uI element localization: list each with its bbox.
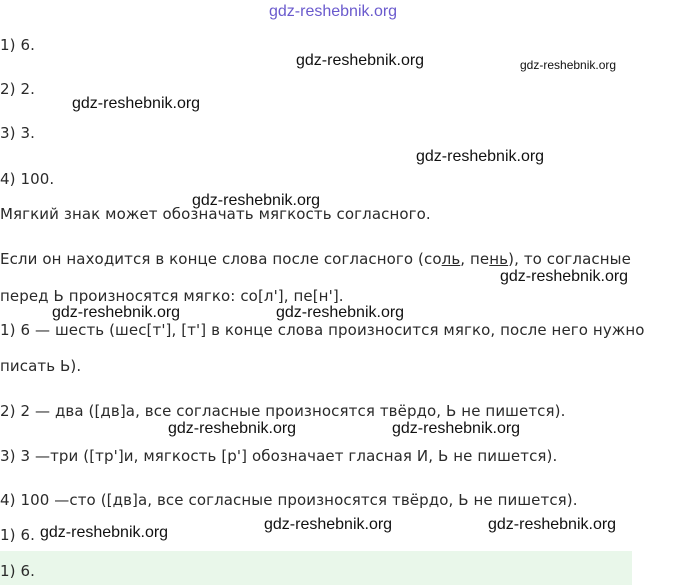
underlined-ending: нь: [489, 250, 509, 268]
watermark: gdz-reshebnik.org: [296, 52, 425, 69]
watermark-small: gdz-reshebnik.org: [520, 58, 617, 72]
watermark: gdz-reshebnik.org: [264, 516, 393, 533]
final-answer-line: 1) 6.: [0, 526, 35, 544]
explanation-line-1: Мягкий знак может обозначать мягкость согласного.: [0, 205, 431, 223]
answer-line-1: 1) 6.: [0, 36, 35, 54]
watermark: gdz-reshebnik.org: [488, 516, 617, 533]
explanation-line-7: 3) 3 —три ([тр']и, мягкость [р'] обозначает гласная И, Ь не пишется).: [0, 447, 558, 465]
explanation-text: Если он находится в конце слова после согласного (со: [0, 250, 442, 268]
watermark: gdz-reshebnik.org: [392, 420, 521, 437]
explanation-text: ), то согласные: [508, 250, 631, 268]
answer-line-4: 4) 100.: [0, 170, 55, 188]
underlined-ending: ль: [441, 250, 461, 268]
watermark: gdz-reshebnik.org: [168, 420, 297, 437]
explanation-line-6: 2) 2 — два ([дв]а, все согласные произносятся твёрдо, Ь не пишется).: [0, 402, 566, 420]
watermark: gdz-reshebnik.org: [276, 304, 405, 321]
explanation-text: , пе: [460, 250, 490, 268]
watermark: gdz-reshebnik.org: [192, 192, 321, 209]
watermark: gdz-reshebnik.org: [52, 304, 181, 321]
watermark: gdz-reshebnik.org: [416, 148, 545, 165]
watermark: gdz-reshebnik.org: [40, 524, 169, 541]
top-watermark: gdz-reshebnik.org: [269, 3, 398, 20]
watermark: gdz-reshebnik.org: [72, 95, 201, 112]
answer-highlight-box: [0, 551, 632, 585]
explanation-line-4: 1) 6 — шесть (шес[т'], [т'] в конце слова произносится мягко, после него нужно: [0, 321, 645, 339]
answer-line-2: 2) 2.: [0, 80, 35, 98]
explanation-line-3: перед Ь произносятся мягко: со[л'], пе[н'].: [0, 287, 344, 305]
answer-line-3: 3) 3.: [0, 124, 35, 142]
explanation-line-8: 4) 100 —сто ([дв]а, все согласные произносятся твёрдо, Ь не пишется).: [0, 491, 578, 509]
watermark: gdz-reshebnik.org: [500, 268, 629, 285]
explanation-line-5: писать Ь).: [0, 357, 82, 375]
highlighted-answer: 1) 6.: [0, 562, 35, 580]
explanation-line-2: [0, 250, 631, 268]
